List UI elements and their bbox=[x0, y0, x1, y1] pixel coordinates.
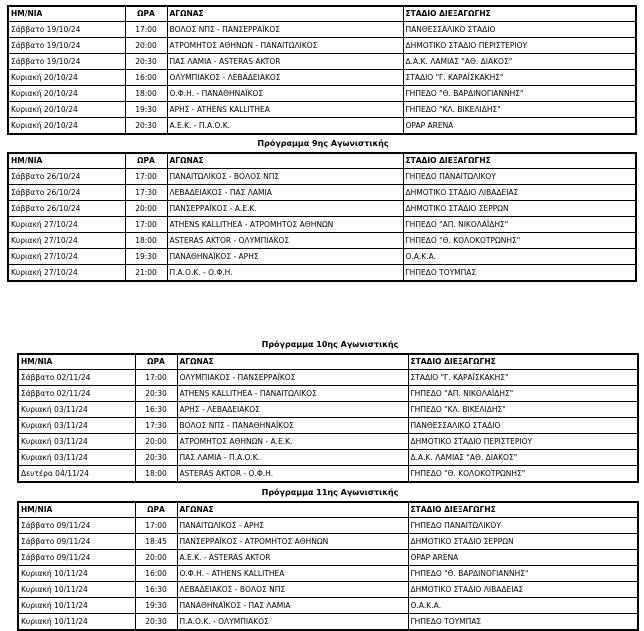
table-row bbox=[8, 70, 636, 86]
table-row bbox=[8, 233, 636, 249]
header-stadium: ΣΤΑΔΙΟ ΔΙΕΞΑΓΩΓΗΣ bbox=[403, 153, 636, 169]
cell-match: Ο.Φ.Η. - ATHENS KALLITHEA bbox=[177, 566, 408, 582]
cell-stadium: ΓΗΠΕΔΟ "ΑΠ. ΝΙΚΟΛΑΪΔΗΣ" bbox=[403, 217, 636, 233]
cell-time: 17:30 bbox=[135, 418, 177, 434]
cell-match: ΠΑΣ ΛΑΜΙΑ - Π.Α.Ο.Κ. bbox=[177, 450, 408, 466]
cell-stadium: ΠΑΝΘΕΣΣΑΛΙΚΟ ΣΤΑΔΙΟ bbox=[403, 22, 636, 38]
cell-time: 16:30 bbox=[135, 402, 177, 418]
cell-stadium: ΓΗΠΕΔΟ ΤΟΥΜΠΑΣ bbox=[403, 265, 636, 282]
round-8-table bbox=[7, 5, 637, 135]
header-time: ΩΡΑ bbox=[135, 354, 177, 370]
cell-stadium: Δ.Α.Κ. ΛΑΜΙΑΣ "ΑΘ. ΔΙΑΚΟΣ" bbox=[403, 54, 636, 70]
table-row bbox=[8, 54, 636, 70]
table-row bbox=[18, 386, 638, 402]
cell-stadium: OPAP ARENA bbox=[403, 118, 636, 135]
cell-date: Κυριακή 27/10/24 bbox=[8, 217, 125, 233]
cell-time: 20:00 bbox=[135, 434, 177, 450]
cell-date: Σάββατο 19/10/24 bbox=[8, 54, 125, 70]
table-header-row bbox=[8, 6, 636, 22]
cell-stadium: OPAP ARENA bbox=[408, 550, 638, 566]
cell-time: 17:00 bbox=[125, 217, 167, 233]
cell-stadium: Δ.Α.Κ. ΛΑΜΙΑΣ "ΑΘ. ΔΙΑΚΟΣ" bbox=[408, 450, 638, 466]
cell-stadium: ΓΗΠΕΔΟ "Θ. ΚΟΛΟΚΟΤΡΩΝΗΣ" bbox=[403, 233, 636, 249]
round-10-block bbox=[17, 353, 639, 483]
cell-time: 20:30 bbox=[125, 54, 167, 70]
table-row bbox=[18, 434, 638, 450]
cell-time: 19:30 bbox=[125, 102, 167, 118]
cell-date: Κυριακή 20/10/24 bbox=[8, 86, 125, 102]
cell-date: Σάββατο 09/11/24 bbox=[18, 550, 135, 566]
cell-date: Σάββατο 19/10/24 bbox=[8, 38, 125, 54]
cell-time: 20:30 bbox=[135, 450, 177, 466]
table-header-row bbox=[18, 354, 638, 370]
cell-match: ΒΟΛΟΣ ΝΠΣ - ΠΑΝΣΕΡΡΑΪΚΟΣ bbox=[167, 22, 403, 38]
header-match: ΑΓΩΝΑΣ bbox=[167, 153, 403, 169]
cell-time: 18:00 bbox=[125, 86, 167, 102]
cell-stadium: ΣΤΑΔΙΟ "Γ. ΚΑΡΑΪΣΚΑΚΗΣ" bbox=[408, 370, 638, 386]
cell-date: Κυριακή 20/10/24 bbox=[8, 70, 125, 86]
cell-stadium: ΔΗΜΟΤΙΚΟ ΣΤΑΔΙΟ ΛΙΒΑΔΕΙΑΣ bbox=[408, 582, 638, 598]
table-row bbox=[18, 370, 638, 386]
cell-match: ΟΛΥΜΠΙΑΚΟΣ - ΠΑΝΣΕΡΡΑΪΚΟΣ bbox=[177, 370, 408, 386]
cell-time: 17:00 bbox=[125, 22, 167, 38]
table-row bbox=[18, 566, 638, 582]
cell-match: Α.Ε.Κ. - Π.Α.Ο.Κ. bbox=[167, 118, 403, 135]
table-row bbox=[18, 466, 638, 483]
cell-match: ΑΡΗΣ - ΛΕΒΑΔΕΙΑΚΟΣ bbox=[177, 402, 408, 418]
table-row bbox=[18, 582, 638, 598]
cell-date: Σάββατο 09/11/24 bbox=[18, 518, 135, 534]
cell-time: 17:00 bbox=[135, 518, 177, 534]
cell-match: ΛΕΒΑΔΕΙΑΚΟΣ - ΠΑΣ ΛΑΜΙΑ bbox=[167, 185, 403, 201]
cell-time: 17:00 bbox=[125, 169, 167, 185]
cell-stadium: Ο.Α.Κ.Α. bbox=[403, 249, 636, 265]
table-row bbox=[18, 614, 638, 631]
cell-stadium: ΔΗΜΟΤΙΚΟ ΣΤΑΔΙΟ ΠΕΡΙΣΤΕΡΙΟΥ bbox=[403, 38, 636, 54]
cell-date: Κυριακή 20/10/24 bbox=[8, 118, 125, 135]
cell-match: ATHENS KALLITHEA - ΑΤΡΟΜΗΤΟΣ ΑΘΗΝΩΝ bbox=[167, 217, 403, 233]
cell-date: Κυριακή 10/11/24 bbox=[18, 582, 135, 598]
cell-date: Δευτέρα 04/11/24 bbox=[18, 466, 135, 483]
cell-time: 17:00 bbox=[135, 370, 177, 386]
cell-time: 16:00 bbox=[135, 566, 177, 582]
cell-match: ΠΑΝΑΙΤΩΛΙΚΟΣ - ΑΡΗΣ bbox=[177, 518, 408, 534]
cell-match: ΠΑΝΣΕΡΡΑΪΚΟΣ - ΑΤΡΟΜΗΤΟΣ ΑΘΗΝΩΝ bbox=[177, 534, 408, 550]
cell-match: ASTERAS AKTOR - ΟΛΥΜΠΙΑΚΟΣ bbox=[167, 233, 403, 249]
table-row bbox=[8, 118, 636, 135]
header-date: ΗΜ/ΝΙΑ bbox=[18, 502, 135, 518]
cell-match: ΑΡΗΣ - ATHENS KALLITHEA bbox=[167, 102, 403, 118]
cell-date: Σάββατο 02/11/24 bbox=[18, 370, 135, 386]
header-match: ΑΓΩΝΑΣ bbox=[177, 502, 408, 518]
cell-date: Κυριακή 03/11/24 bbox=[18, 402, 135, 418]
cell-time: 20:30 bbox=[125, 118, 167, 135]
cell-stadium: ΓΗΠΕΔΟ "ΑΠ. ΝΙΚΟΛΑΪΔΗΣ" bbox=[408, 386, 638, 402]
cell-time: 20:00 bbox=[125, 38, 167, 54]
cell-time: 21:00 bbox=[125, 265, 167, 282]
table-row bbox=[8, 185, 636, 201]
cell-date: Κυριακή 27/10/24 bbox=[8, 265, 125, 282]
cell-match: ΠΑΝΑΘΗΝΑΪΚΟΣ - ΠΑΣ ΛΑΜΙΑ bbox=[177, 598, 408, 614]
cell-match: Π.Α.Ο.Κ. - ΟΛΥΜΠΙΑΚΟΣ bbox=[177, 614, 408, 631]
cell-match: ΟΛΥΜΠΙΑΚΟΣ - ΛΕΒΑΔΕΙΑΚΟΣ bbox=[167, 70, 403, 86]
header-time: ΩΡΑ bbox=[125, 153, 167, 169]
cell-stadium: ΓΗΠΕΔΟ ΠΑΝΑΙΤΩΛΙΚΟΥ bbox=[403, 169, 636, 185]
header-match: ΑΓΩΝΑΣ bbox=[177, 354, 408, 370]
table-row bbox=[8, 86, 636, 102]
round-9-title: Πρόγραμμα 9ης Αγωνιστικής bbox=[257, 139, 389, 148]
round-11-title: Πρόγραμμα 11ης Αγωνιστικής bbox=[261, 488, 399, 497]
round-11-block bbox=[17, 501, 639, 631]
cell-stadium: ΔΗΜΟΤΙΚΟ ΣΤΑΔΙΟ ΣΕΡΡΩΝ bbox=[403, 201, 636, 217]
table-row bbox=[18, 550, 638, 566]
table-header-row bbox=[8, 153, 636, 169]
table-row bbox=[8, 265, 636, 282]
cell-match: Α.Ε.Κ. - ASTERAS AKTOR bbox=[177, 550, 408, 566]
table-row bbox=[8, 201, 636, 217]
cell-date: Κυριακή 20/10/24 bbox=[8, 102, 125, 118]
cell-stadium: ΓΗΠΕΔΟ "ΚΛ. ΒΙΚΕΛΙΔΗΣ" bbox=[408, 402, 638, 418]
cell-time: 17:30 bbox=[125, 185, 167, 201]
cell-stadium: ΔΗΜΟΤΙΚΟ ΣΤΑΔΙΟ ΣΕΡΡΩΝ bbox=[408, 534, 638, 550]
cell-stadium: ΓΗΠΕΔΟ "Θ. ΒΑΡΔΙΝΟΓΙΑΝΝΗΣ" bbox=[408, 566, 638, 582]
cell-date: Σάββατο 02/11/24 bbox=[18, 386, 135, 402]
cell-match: ATHENS KALLITHEA - ΠΑΝΑΙΤΩΛΙΚΟΣ bbox=[177, 386, 408, 402]
cell-match: ΠΑΝΑΙΤΩΛΙΚΟΣ - ΒΟΛΟΣ ΝΠΣ bbox=[167, 169, 403, 185]
cell-match: ΒΟΛΟΣ ΝΠΣ - ΠΑΝΑΘΗΝΑΪΚΟΣ bbox=[177, 418, 408, 434]
cell-time: 18:00 bbox=[135, 466, 177, 483]
header-match: ΑΓΩΝΑΣ bbox=[167, 6, 403, 22]
cell-stadium: ΔΗΜΟΤΙΚΟ ΣΤΑΔΙΟ ΛΙΒΑΔΕΙΑΣ bbox=[403, 185, 636, 201]
table-row bbox=[8, 249, 636, 265]
cell-match: ΠΑΝΑΘΗΝΑΪΚΟΣ - ΑΡΗΣ bbox=[167, 249, 403, 265]
cell-date: Σάββατο 26/10/24 bbox=[8, 169, 125, 185]
cell-match: ΑΤΡΟΜΗΤΟΣ ΑΘΗΝΩΝ - ΠΑΝΑΙΤΩΛΙΚΟΣ bbox=[167, 38, 403, 54]
cell-stadium: Ο.Α.Κ.Α. bbox=[408, 598, 638, 614]
cell-match: Ο.Φ.Η. - ΠΑΝΑΘΗΝΑΪΚΟΣ bbox=[167, 86, 403, 102]
cell-match: ΠΑΣ ΛΑΜΙΑ - ASTERAS AKTOR bbox=[167, 54, 403, 70]
cell-stadium: ΓΗΠΕΔΟ ΤΟΥΜΠΑΣ bbox=[408, 614, 638, 631]
cell-stadium: ΠΑΝΘΕΣΣΑΛΙΚΟ ΣΤΑΔΙΟ bbox=[408, 418, 638, 434]
round-10-table bbox=[17, 353, 639, 483]
cell-stadium: ΓΗΠΕΔΟ "Θ. ΚΟΛΟΚΟΤΡΩΝΗΣ" bbox=[408, 466, 638, 483]
cell-date: Σάββατο 26/10/24 bbox=[8, 201, 125, 217]
cell-time: 20:00 bbox=[135, 550, 177, 566]
round-9-block bbox=[7, 152, 637, 282]
cell-date: Κυριακή 03/11/24 bbox=[18, 418, 135, 434]
cell-match: Π.Α.Ο.Κ. - Ο.Φ.Η. bbox=[167, 265, 403, 282]
table-row bbox=[8, 38, 636, 54]
header-stadium: ΣΤΑΔΙΟ ΔΙΕΞΑΓΩΓΗΣ bbox=[408, 502, 638, 518]
table-row bbox=[8, 217, 636, 233]
cell-time: 19:30 bbox=[135, 598, 177, 614]
cell-time: 16:30 bbox=[135, 582, 177, 598]
table-row bbox=[18, 518, 638, 534]
header-time: ΩΡΑ bbox=[125, 6, 167, 22]
cell-stadium: ΓΗΠΕΔΟ ΠΑΝΑΙΤΩΛΙΚΟΥ bbox=[408, 518, 638, 534]
cell-stadium: ΓΗΠΕΔΟ "ΚΛ. ΒΙΚΕΛΙΔΗΣ" bbox=[403, 102, 636, 118]
cell-time: 20:30 bbox=[135, 614, 177, 631]
table-header-row bbox=[18, 502, 638, 518]
header-date: ΗΜ/ΝΙΑ bbox=[8, 153, 125, 169]
cell-time: 18:00 bbox=[125, 233, 167, 249]
table-row bbox=[8, 22, 636, 38]
header-stadium: ΣΤΑΔΙΟ ΔΙΕΞΑΓΩΓΗΣ bbox=[403, 6, 636, 22]
table-row bbox=[18, 450, 638, 466]
table-row bbox=[18, 402, 638, 418]
cell-date: Κυριακή 03/11/24 bbox=[18, 450, 135, 466]
cell-date: Σάββατο 19/10/24 bbox=[8, 22, 125, 38]
cell-date: Κυριακή 10/11/24 bbox=[18, 614, 135, 631]
cell-date: Κυριακή 03/11/24 bbox=[18, 434, 135, 450]
cell-stadium: ΔΗΜΟΤΙΚΟ ΣΤΑΔΙΟ ΠΕΡΙΣΤΕΡΙΟΥ bbox=[408, 434, 638, 450]
header-stadium: ΣΤΑΔΙΟ ΔΙΕΞΑΓΩΓΗΣ bbox=[408, 354, 638, 370]
table-row bbox=[8, 102, 636, 118]
cell-date: Σάββατο 26/10/24 bbox=[8, 185, 125, 201]
cell-time: 19:30 bbox=[125, 249, 167, 265]
cell-time: 16:00 bbox=[125, 70, 167, 86]
cell-time: 18:45 bbox=[135, 534, 177, 550]
round-10-title: Πρόγραμμα 10ης Αγωνιστικής bbox=[261, 340, 399, 349]
cell-date: Κυριακή 27/10/24 bbox=[8, 233, 125, 249]
round-8-block bbox=[7, 5, 637, 135]
cell-date: Σάββατο 09/11/24 bbox=[18, 534, 135, 550]
cell-date: Κυριακή 10/11/24 bbox=[18, 566, 135, 582]
cell-match: ΑΤΡΟΜΗΤΟΣ ΑΘΗΝΩΝ - Α.Ε.Κ. bbox=[177, 434, 408, 450]
cell-stadium: ΓΗΠΕΔΟ "Θ. ΒΑΡΔΙΝΟΓΙΑΝΝΗΣ" bbox=[403, 86, 636, 102]
cell-date: Κυριακή 27/10/24 bbox=[8, 249, 125, 265]
cell-date: Κυριακή 10/11/24 bbox=[18, 598, 135, 614]
cell-stadium: ΣΤΑΔΙΟ "Γ. ΚΑΡΑΪΣΚΑΚΗΣ" bbox=[403, 70, 636, 86]
header-date: ΗΜ/ΝΙΑ bbox=[8, 6, 125, 22]
cell-match: ΠΑΝΣΕΡΡΑΪΚΟΣ - Α.Ε.Κ. bbox=[167, 201, 403, 217]
header-date: ΗΜ/ΝΙΑ bbox=[18, 354, 135, 370]
round-9-table bbox=[7, 152, 637, 282]
header-time: ΩΡΑ bbox=[135, 502, 177, 518]
table-row bbox=[18, 598, 638, 614]
cell-match: ΛΕΒΑΔΕΙΑΚΟΣ - ΒΟΛΟΣ ΝΠΣ bbox=[177, 582, 408, 598]
cell-time: 20:30 bbox=[135, 386, 177, 402]
table-row bbox=[18, 534, 638, 550]
round-11-table bbox=[17, 501, 639, 631]
table-row bbox=[18, 418, 638, 434]
cell-time: 20:00 bbox=[125, 201, 167, 217]
table-row bbox=[8, 169, 636, 185]
cell-match: ASTERAS AKTOR - Ο.Φ.Η. bbox=[177, 466, 408, 483]
